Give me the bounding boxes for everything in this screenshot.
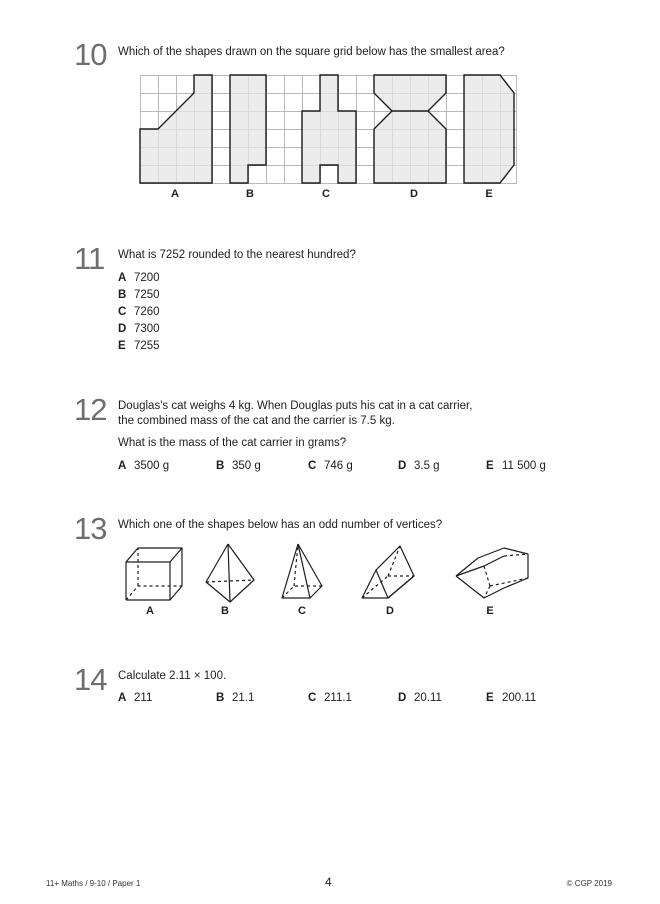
q11-option-e[interactable]: [118, 340, 160, 352]
option-value: 7300: [134, 323, 160, 335]
option-letter: B: [216, 460, 225, 472]
q13-label-a: A: [146, 605, 154, 617]
triangular-prism-shape: [362, 546, 414, 598]
option-value: 3.5 g: [414, 460, 440, 472]
q14-option-b[interactable]: [216, 692, 254, 704]
q12-option-d[interactable]: [398, 460, 440, 472]
q10-label-e: E: [485, 188, 493, 200]
question-10-number: 10: [74, 37, 107, 72]
question-12-text-line2: the combined mass of the cat and the carrier is 7.5 kg.: [118, 415, 395, 427]
option-value: 21.1: [232, 692, 255, 704]
question-10-text: Which of the shapes drawn on the square grid below has the smallest area?: [118, 46, 505, 58]
q10-label-b: B: [246, 188, 254, 200]
square-grid-shapes: [140, 75, 520, 185]
q12-option-b[interactable]: [216, 460, 261, 472]
q11-option-c[interactable]: [118, 306, 160, 318]
option-letter: C: [308, 460, 317, 472]
q13-label-e: E: [486, 605, 494, 617]
square-pyramid-shape: [282, 544, 322, 598]
option-value: 7250: [134, 289, 160, 301]
option-value: 7260: [134, 306, 160, 318]
option-letter: E: [118, 340, 126, 352]
option-letter: A: [118, 692, 127, 704]
q14-option-e[interactable]: [486, 692, 536, 704]
pentagonal-prism-shape: [456, 548, 528, 598]
option-value: 11 500 g: [502, 460, 546, 472]
option-letter: E: [486, 692, 494, 704]
q13-label-b: B: [221, 605, 229, 617]
option-value: 3500 g: [134, 460, 170, 472]
option-value: 211.1: [324, 692, 352, 704]
q13-label-d: D: [386, 605, 394, 617]
option-letter: A: [118, 272, 127, 284]
option-value: 350 g: [232, 460, 261, 472]
question-14-text: Calculate 2.11 × 100.: [118, 670, 227, 682]
q10-label-d: D: [410, 188, 418, 200]
question-11-number: 11: [74, 241, 105, 276]
q12-option-a[interactable]: [118, 460, 169, 472]
solid-shapes: [118, 540, 528, 610]
question-13-text: Which one of the shapes below has an odd number of vertices?: [118, 519, 443, 531]
question-12-prompt: What is the mass of the cat carrier in grams?: [118, 437, 347, 449]
shape-b: [230, 75, 266, 183]
shape-c: [302, 75, 356, 183]
q11-option-d[interactable]: [118, 323, 160, 335]
option-letter: A: [118, 460, 127, 472]
q12-option-e[interactable]: [486, 460, 546, 472]
q10-label-c: C: [322, 188, 330, 200]
footer-paper-info: 11+ Maths / 9-10 / Paper 1: [46, 879, 141, 888]
option-value: 7200: [134, 272, 160, 284]
option-value: 200.11: [502, 692, 537, 704]
option-value: 746 g: [324, 460, 353, 472]
shape-e: [464, 75, 514, 183]
option-value: 211: [134, 692, 153, 704]
tetrahedron-shape: [206, 544, 254, 602]
option-letter: C: [118, 306, 127, 318]
option-value: 20.11: [414, 692, 442, 704]
option-letter: D: [118, 323, 127, 335]
option-letter: B: [216, 692, 225, 704]
q13-label-c: C: [298, 605, 306, 617]
question-14-number: 14: [74, 662, 107, 697]
q12-option-c[interactable]: [308, 460, 353, 472]
shape-d: [374, 75, 446, 183]
q11-option-b[interactable]: [118, 289, 160, 301]
option-letter: D: [398, 692, 407, 704]
option-letter: E: [486, 460, 494, 472]
question-12-text-line1: Douglas's cat weighs 4 kg. When Douglas puts his cat in a cat carrier,: [118, 400, 473, 412]
q14-option-a[interactable]: [118, 692, 152, 704]
q11-option-a[interactable]: [118, 272, 160, 284]
page-number: 4: [325, 875, 332, 889]
option-letter: B: [118, 289, 127, 301]
cube-shape: [126, 548, 182, 600]
q14-option-c[interactable]: [308, 692, 352, 704]
question-12-number: 12: [74, 392, 107, 427]
option-letter: C: [308, 692, 317, 704]
q14-option-d[interactable]: [398, 692, 442, 704]
question-13-number: 13: [74, 511, 107, 546]
footer-copyright: © CGP 2019: [566, 879, 612, 888]
question-11-text: What is 7252 rounded to the nearest hundred?: [118, 249, 356, 261]
q10-label-a: A: [171, 188, 179, 200]
option-letter: D: [398, 460, 407, 472]
option-value: 7255: [134, 340, 160, 352]
